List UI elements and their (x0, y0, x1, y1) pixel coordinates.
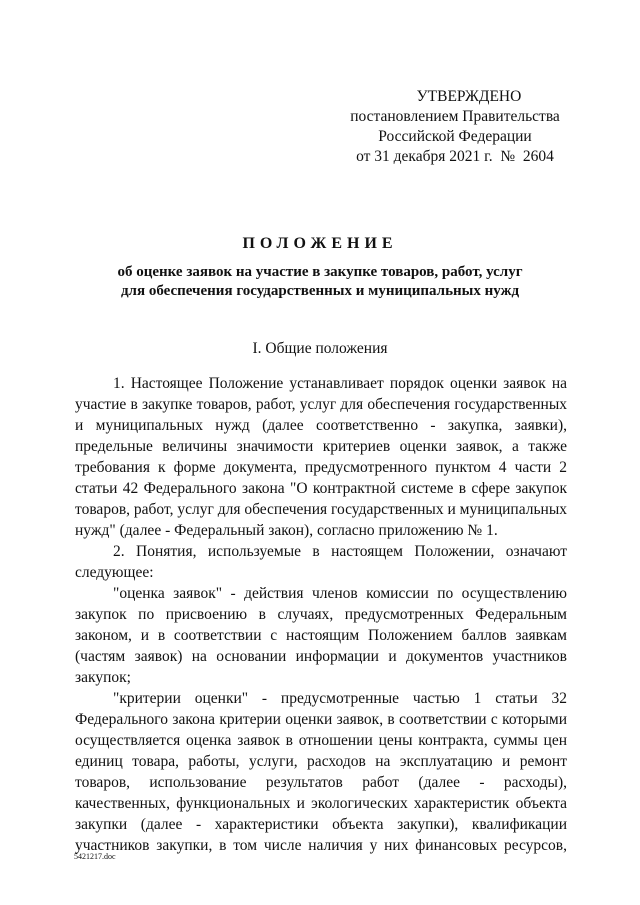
footer-file-code: 5421217.doc (74, 852, 116, 861)
body-line: 1. Настоящее Положение устанавливает порядок оценки заявок на (113, 375, 567, 392)
body-line: товаров, использование результатов работ (далее - расходы), (75, 774, 567, 791)
body-line: "критерии оценки" - предусмотренные частью 1 статьи 32 (113, 690, 567, 707)
body-line: единиц товара, работы, услуги, расходов на эксплуатацию и ремонт (75, 753, 567, 770)
body-line: и муниципальных нужд (далее соответственно - закупка, заявки), (75, 417, 567, 434)
approval-line-1: постановлением Правительства (350, 108, 560, 125)
body-text (75, 373, 567, 856)
body-line: нужд" (далее - Федеральный закон), согласно приложению № 1. (75, 522, 498, 539)
approval-date-number: от 31 декабря 2021 г. № 2604 (356, 148, 554, 165)
body-line: участников закупки, в том числе наличия у них финансовых ресурсов, (75, 837, 567, 854)
body-line: закупки (далее - характеристики объекта закупки), квалификации (75, 816, 567, 833)
body-line: требования к форме документа, предусмотренного пунктом 4 части 2 (75, 459, 567, 476)
body-line: предельные величины значимости критериев оценки заявок, а также (75, 438, 567, 455)
body-line: статьи 42 Федерального закона "О контрактной системе в сфере закупок (75, 480, 567, 497)
approved-label: УТВЕРЖДЕНО (416, 88, 522, 105)
section-heading: I. Общие положения (252, 340, 388, 357)
body-line: качественных, функциональных и экологических характеристик объекта (75, 795, 567, 812)
body-line: закупок по присвоению в случаях, предусмотренных Федеральным (75, 606, 567, 623)
body-line: "оценка заявок" - действия членов комиссии по осуществлению (113, 585, 567, 602)
document-title: ПОЛОЖЕНИЕ (242, 235, 398, 252)
body-line: (частям заявок) на основании информации и документов участников (75, 648, 567, 665)
approval-line-2: Российской Федерации (378, 128, 532, 145)
body-line: участие в закупке товаров, работ, услуг для обеспечения государственных (75, 396, 567, 413)
body-line: 2. Понятия, используемые в настоящем Положении, означают (113, 543, 567, 560)
body-line: законом, и в соответствии с настоящим Положением баллов заявкам (75, 627, 567, 644)
body-line: Федерального закона критерии оценки заявок, в соответствии с которыми (75, 711, 567, 728)
body-line: осуществляется оценка заявок в отношении цены контракта, суммы цен (75, 732, 567, 749)
approval-block (340, 87, 570, 167)
document-subtitle (0, 263, 640, 301)
subtitle-line-2: для обеспечения государственных и муниципальных нужд (120, 283, 520, 299)
subtitle-line-1: об оценке заявок на участие в закупке товаров, работ, услуг (117, 264, 523, 280)
body-line: следующее: (75, 564, 154, 581)
body-line: закупок; (75, 669, 131, 686)
body-line: товаров, работ, услуг для обеспечения государственных и муниципальных (75, 501, 567, 518)
